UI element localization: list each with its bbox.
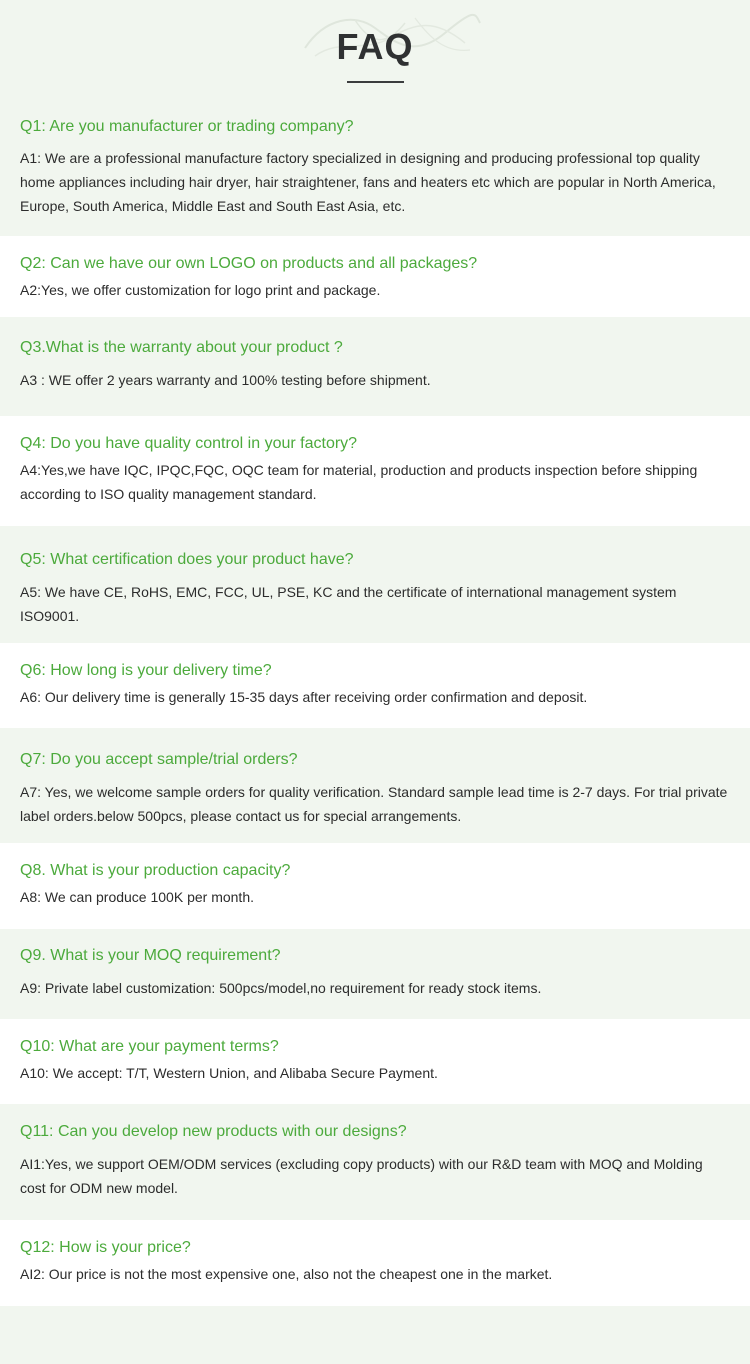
faq-answer: A8: We can produce 100K per month. [20, 889, 254, 905]
faq-item-12 [0, 1220, 750, 1306]
faq-item-11 [0, 1104, 750, 1220]
faq-header [0, 0, 750, 110]
faq-question: Q4: Do you have quality control in your factory? [20, 435, 358, 452]
faq-answer: A9: Private label customization: 500pcs/model,no requirement for ready stock items. [20, 980, 542, 996]
faq-answer: A10: We accept: T/T, Western Union, and Alibaba Secure Payment. [20, 1065, 438, 1081]
faq-question: Q6: How long is your delivery time? [20, 662, 272, 679]
page-footer-band [0, 1306, 750, 1364]
faq-question: Q10: What are your payment terms? [20, 1038, 279, 1055]
faq-question: Q11: Can you develop new products with our designs? [20, 1123, 407, 1140]
faq-item-2 [0, 236, 750, 317]
faq-item-7 [0, 728, 750, 843]
faq-question: Q3.What is the warranty about your product ? [20, 339, 343, 356]
faq-answer: A6: Our delivery time is generally 15-35 days after receiving order confirmation and deposit. [20, 689, 588, 705]
faq-question: Q9. What is your MOQ requirement? [20, 947, 281, 964]
faq-item-4 [0, 416, 750, 526]
faq-item-3 [0, 317, 750, 416]
faq-question: Q1: Are you manufacturer or trading company? [20, 118, 354, 135]
faq-answer: A3 : WE offer 2 years warranty and 100% testing before shipment. [20, 372, 431, 388]
title-underline [347, 81, 404, 83]
faq-answer: A4:Yes,we have IQC, IPQC,FQC, OQC team for material, production and products inspection before shipping according to ISO quality management standard. [20, 462, 698, 502]
faq-item-8 [0, 843, 750, 929]
faq-question: Q2: Can we have our own LOGO on products and all packages? [20, 255, 478, 272]
faq-item-5 [0, 526, 750, 643]
faq-answer: AI2: Our price is not the most expensive one, also not the cheapest one in the market. [20, 1266, 553, 1282]
faq-answer: A1: We are a professional manufacture factory specialized in designing and producing professional top quality home appliances including hair dryer, hair straightener, fans and heaters etc which are popular in North America, Europe, South America, Middle East and South East Asia, etc. [20, 150, 716, 214]
faq-question: Q12: How is your price? [20, 1239, 191, 1256]
faq-item-6 [0, 643, 750, 728]
faq-answer: AI1:Yes, we support OEM/ODM services (excluding copy products) with our R&D team with MOQ and Molding cost for ODM new model. [20, 1156, 703, 1196]
faq-answer: A2:Yes, we offer customization for logo print and package. [20, 282, 381, 298]
faq-item-9 [0, 929, 750, 1019]
faq-question: Q7: Do you accept sample/trial orders? [20, 751, 298, 768]
page-title: FAQ [336, 26, 414, 67]
faq-item-10 [0, 1019, 750, 1104]
faq-question: Q8. What is your production capacity? [20, 862, 291, 879]
faq-question: Q5: What certification does your product have? [20, 551, 354, 568]
faq-answer: A7: Yes, we welcome sample orders for quality verification. Standard sample lead time is 2-7 days. For trial private label orders.below 500pcs, please contact us for special arrangements. [20, 784, 728, 824]
faq-item-1 [0, 110, 750, 236]
faq-answer: A5: We have CE, RoHS, EMC, FCC, UL, PSE, KC and the certificate of international management system ISO9001. [20, 584, 677, 624]
